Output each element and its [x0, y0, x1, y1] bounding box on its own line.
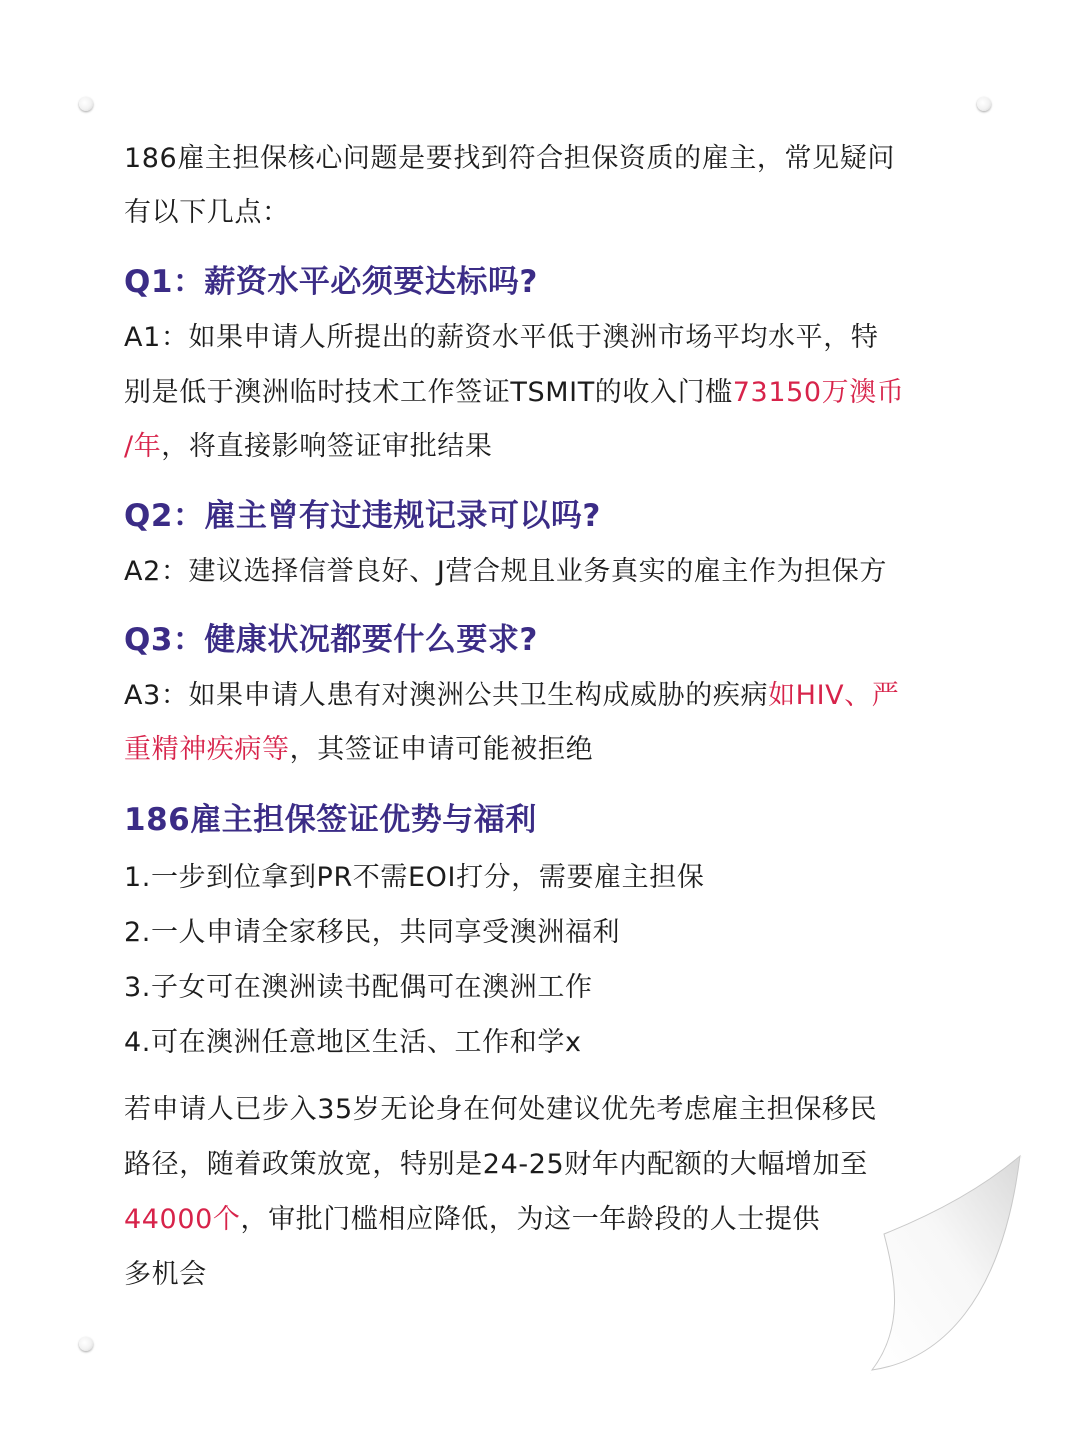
q1-heading: Q1：薪资水平必须要达标吗?: [124, 264, 538, 300]
a3-line-2: [124, 733, 593, 767]
benefit-item-3: 3.子女可在澳洲读书配偶可在澳洲工作: [124, 972, 593, 1003]
a3-line-1-text: A3：如果申请人患有对澳洲公共卫生构成威胁的疾病: [124, 680, 769, 711]
pin-top-left: [79, 97, 93, 111]
quota-highlight: 44000个: [124, 1204, 241, 1235]
closing-line-3: [124, 1203, 820, 1237]
a1-line-1: A1：如果申请人所提出的薪资水平低于澳洲市场平均水平，特: [124, 322, 879, 353]
page-curl: [870, 1152, 1022, 1374]
closing-line-2: 路径，随着政策放宽，特别是24-25财年内配额的大幅增加至: [124, 1149, 868, 1180]
benefit-item-2: 2.一人申请全家移民，共同享受澳洲福利: [124, 917, 621, 948]
a1-salary-highlight: 73150万澳币: [732, 377, 905, 408]
a1-line-3-text: ，将直接影响签证审批结果: [161, 431, 493, 462]
closing-line-3-text: ，审批门槛相应降低，为这一年龄段的人士提供: [240, 1204, 821, 1235]
q3-heading: Q3：健康状况都要什么要求?: [124, 622, 538, 658]
a1-line-3: [124, 430, 493, 464]
a3-disease-highlight: 如HIV、严: [768, 680, 900, 711]
pin-bottom-left: [79, 1337, 93, 1351]
benefit-item-4: 4.可在澳洲任意地区生活、工作和学x: [124, 1027, 582, 1058]
benefits-heading: 186雇主担保签证优势与福利: [124, 802, 537, 838]
a3-line-2-text: ，其签证申请可能被拒绝: [289, 734, 594, 765]
a3-disease-highlight-2: 重精神疾病等: [124, 734, 290, 765]
intro-line-2: 有以下几点：: [124, 197, 290, 228]
pin-top-right: [977, 97, 991, 111]
a3-line-1: [124, 679, 899, 713]
intro-line-1: 186雇主担保核心问题是要找到符合担保资质的雇主，常见疑问: [124, 143, 895, 174]
closing-line-1: 若申请人已步入35岁无论身在何处建议优先考虑雇主担保移民: [124, 1094, 878, 1125]
benefit-item-1: 1.一步到位拿到PR不需EOI打分，需要雇主担保: [124, 862, 705, 893]
a1-per-year-highlight: /年: [124, 431, 162, 462]
closing-line-4: 多机会: [124, 1259, 207, 1290]
a1-line-2-text: 别是低于澳洲临时技术工作签证TSMIT的收入门槛: [124, 377, 733, 408]
a2-line-1: A2：建议选择信誉良好、J营合规且业务真实的雇主作为担保方: [124, 556, 888, 587]
a1-line-2: [124, 376, 904, 410]
q2-heading: Q2：雇主曾有过违规记录可以吗?: [124, 498, 601, 534]
